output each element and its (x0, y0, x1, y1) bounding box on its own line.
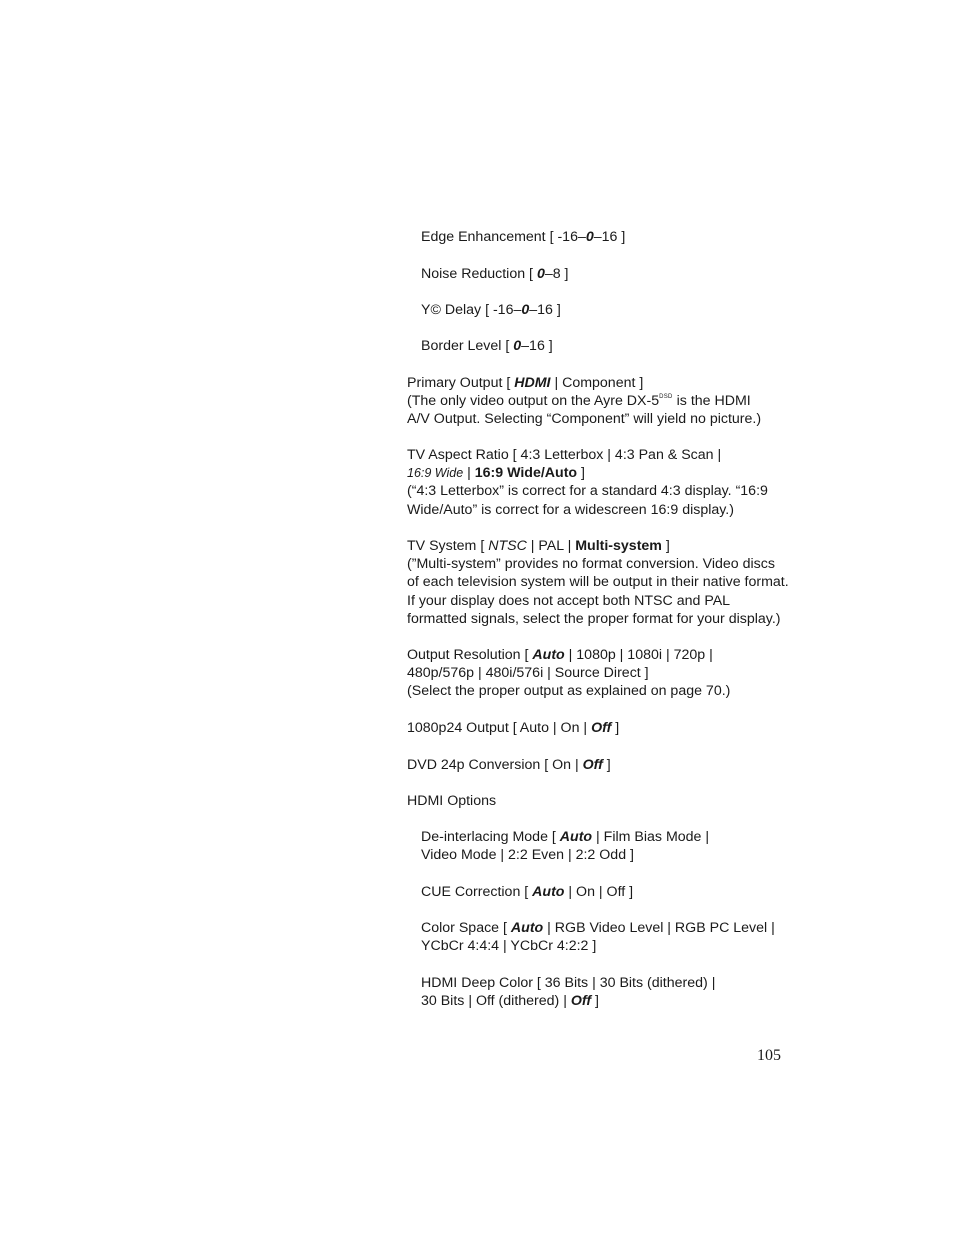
hdmi-deep-color-default: Off (570, 993, 592, 1010)
tv-aspect-ratio-setting: TV Aspect Ratio [ 4:3 Letterbox | 4:3 Pan & Scan | 16:9 Wide | 16:9 Wide/Auto ] (“4:3 Letterbox” is correct for a standard 4:3 display. “16:9 Wide/Auto” is correct for a widescreen 16:9 display.) (407, 447, 768, 518)
border-level-default: 0 (513, 338, 522, 354)
primary-output-default: HDMI (514, 375, 551, 391)
border-level-setting: Border Level [ 0–16 ] (421, 338, 553, 354)
dvd-24p-default: Off (582, 757, 603, 773)
hdmi-deep-color-setting: HDMI Deep Color [ 36 Bits | 30 Bits (dithered) | 30 Bits | Off (dithered) | Off ] (421, 975, 716, 1010)
aspect-wide-option: 16:9 Wide (407, 466, 464, 481)
edge-enhancement-setting: Edge Enhancement [ -16–0–16 ] (421, 229, 626, 245)
tv-system-ntsc: NTSC (488, 538, 527, 554)
dvd-24p-setting: DVD 24p Conversion [ On | Off ] (407, 757, 611, 773)
y-delay-setting: Y© Delay [ -16–0–16 ] (421, 302, 561, 318)
deinterlacing-setting: De-interlacing Mode [ Auto | Film Bias Mode | Video Mode | 2:2 Even | 2:2 Odd ] (421, 829, 710, 864)
output-resolution-setting: Output Resolution [ Auto | 1080p | 1080i | 720p | 480p/576p | 480i/576i | Source Direct ] (Select the proper output as explained on page 70.) (407, 647, 731, 700)
y-delay-default: 0 (521, 302, 530, 318)
primary-output-note: (The only video output on the Ayre $DX-5^{DSD}$ is the HDMI (407, 393, 751, 410)
tv-system-note: (”Multi-system” provides no format conversion. Video discs (407, 556, 775, 573)
color-space-setting: Color Space [ Auto | RGB Video Level | RGB PC Level | YCbCr 4:4:4 | YCbCr 4:2:2 ] (421, 920, 775, 955)
dsd-superscript: DSD (659, 394, 673, 401)
tv-system-setting: TV System [ NTSC | PAL | Multi-system ] (”Multi-system” provides no format conversion. Video discs of each television system will be output in their native format. If your display does not accept both NTSC and PAL formatted signals, select the proper format for your display.) (407, 538, 789, 627)
output-resolution-note: (Select the proper output as explained on page 70.) (407, 683, 731, 700)
edge-enhancement-default: 0 (585, 229, 594, 245)
cue-correction-default: Auto (532, 884, 565, 900)
color-space-default: Auto (510, 920, 544, 936)
aspect-ratio-note: (“4:3 Letterbox” is correct for a standard 4:3 display. “16:9 (407, 483, 768, 500)
output-resolution-default: Auto (532, 647, 565, 663)
noise-reduction-default: 0 (536, 266, 545, 282)
noise-reduction-setting: Noise Reduction [ 0–8 ] (421, 266, 569, 282)
cue-correction-setting: CUE Correction [ Auto | On | Off ] (421, 884, 634, 900)
hdmi-options-heading: HDMI Options (407, 793, 497, 809)
aspect-ratio-default: 16:9 Wide/Auto (474, 465, 578, 482)
tv-system-default: Multi-system (575, 538, 662, 554)
output-1080p24-default: Off (591, 720, 612, 736)
primary-output-setting: Primary Output [ HDMI | Component ] (The only video output on the Ayre $DX-5^{DSD}$ is the HDMI A/V Output. Selecting “Component” will yield no picture.) (407, 375, 762, 428)
output-1080p24-setting: 1080p24 Output [ Auto | On | Off ] (407, 720, 620, 736)
deinterlacing-default: Auto (559, 829, 593, 845)
page-number: 105 (757, 1047, 781, 1064)
